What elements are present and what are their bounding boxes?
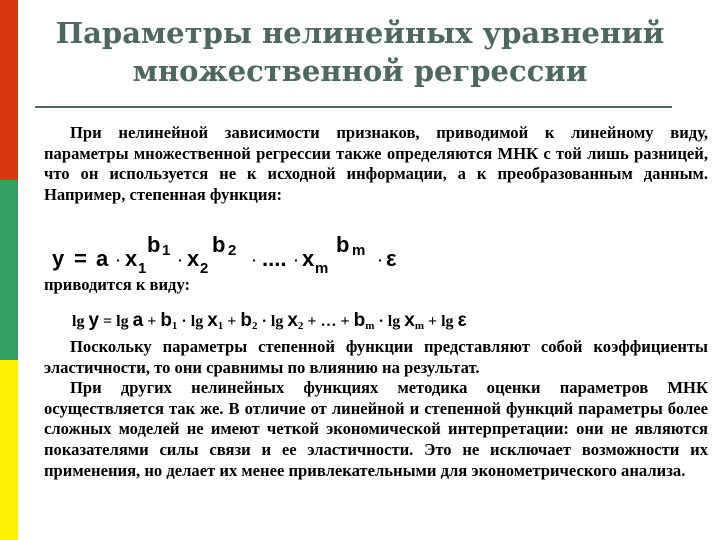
f2-x2: x [287, 310, 298, 331]
f2-xm-sub: m [414, 320, 424, 332]
formula-y: y [52, 246, 65, 271]
log-linear-formula [72, 310, 672, 336]
f2-dot: · [378, 313, 384, 330]
title-divider [35, 106, 672, 108]
formula-dot: · [378, 252, 383, 268]
f2-plus: + [147, 313, 157, 330]
sidebar-stripe-red [0, 0, 18, 180]
paragraph-other-functions: При других нелинейных функциях методика оценки параметров МНК осуществляется так же. В отличие от линейной и степенной функций параметры более сложных моделей не имеют четкой экономической интерпретации: они не являются показателями силы связи и ее эластичности. Это не исключает возможности их применения, но делает их менее привлекательными для эконометрического анализа. [44, 378, 708, 480]
formula-x2: x [187, 246, 200, 271]
f2-y: y [88, 310, 100, 331]
formula-bm: b [336, 232, 350, 257]
f2-dot: · [181, 313, 187, 330]
f2-b1-sub: 1 [171, 320, 178, 332]
f2-ellipsis: … [320, 313, 337, 330]
f2-lg: lg [190, 313, 204, 330]
sidebar-stripe-yellow [0, 360, 18, 540]
formula-x1-sub: 1 [138, 260, 147, 277]
title-line-1: Параметры нелинейных уравнений [55, 16, 665, 50]
f2-b2: b [240, 310, 253, 331]
f2-plus: + [427, 313, 438, 330]
f2-a: a [132, 310, 144, 331]
f2-x1-sub: 1 [217, 320, 224, 332]
title-line-2: множественной регрессии [132, 54, 588, 88]
paragraph-intro: При нелинейной зависимости признаков, приводимой к линейному виду, параметры множественной регрессии также определяются МНК с той лишь разницей, что он используется не к исходной информации, а к преобразованным данным. Например, степенная функция: [44, 123, 708, 204]
formula-dot: · [116, 252, 121, 268]
f2-lg: lg [270, 313, 284, 330]
f2-plus: + [340, 313, 350, 330]
paragraph-elasticity: Поскольку параметры степенной функции представляют собой коэффициенты эластичности, то они сравнимы по влиянию на результат. [44, 337, 708, 377]
formula-dot: · [178, 252, 183, 268]
f2-bm: b [353, 310, 366, 331]
formula-ellipsis: .... [262, 246, 287, 271]
formula-xm-sub: m [315, 260, 329, 277]
formula-dot: · [252, 252, 257, 268]
f2-b1: b [160, 310, 172, 331]
paragraph-conclusion [44, 337, 708, 481]
f2-x1: x [207, 310, 218, 331]
transition-text: приводится к виду: [44, 275, 191, 294]
f2-b2-sub: 2 [252, 320, 258, 332]
f2-plus: + [227, 313, 237, 330]
f2-lg: lg [441, 313, 454, 330]
formula-equals: = [74, 246, 87, 271]
f2-eps: ε [457, 310, 467, 331]
f2-xm: x [404, 310, 415, 331]
f2-lg: lg [387, 313, 401, 330]
formula-b1: b [147, 232, 161, 257]
f2-lg: lg [72, 313, 85, 330]
formula-xm: x [302, 246, 315, 271]
formula-epsilon: ε [386, 246, 397, 271]
formula-dot: · [294, 252, 299, 268]
formula-b2: b [212, 232, 226, 257]
f2-lg: lg [116, 313, 129, 330]
power-function-formula [52, 224, 472, 277]
f2-plus: + [307, 313, 317, 330]
sidebar-stripe-green [0, 180, 18, 360]
formula-bm-sub: m [352, 242, 366, 259]
formula-a: a [96, 246, 109, 271]
slide-title [30, 14, 690, 90]
formula-x2-sub: 2 [200, 260, 209, 277]
formula-b2-sub: 2 [228, 242, 237, 259]
f2-x2-sub: 2 [297, 320, 304, 332]
f2-dot: · [261, 313, 267, 330]
f2-bm-sub: m [365, 320, 375, 332]
formula-b1-sub: 1 [162, 242, 171, 259]
formula-x1: x [125, 246, 138, 271]
f2-eq: = [103, 313, 113, 330]
